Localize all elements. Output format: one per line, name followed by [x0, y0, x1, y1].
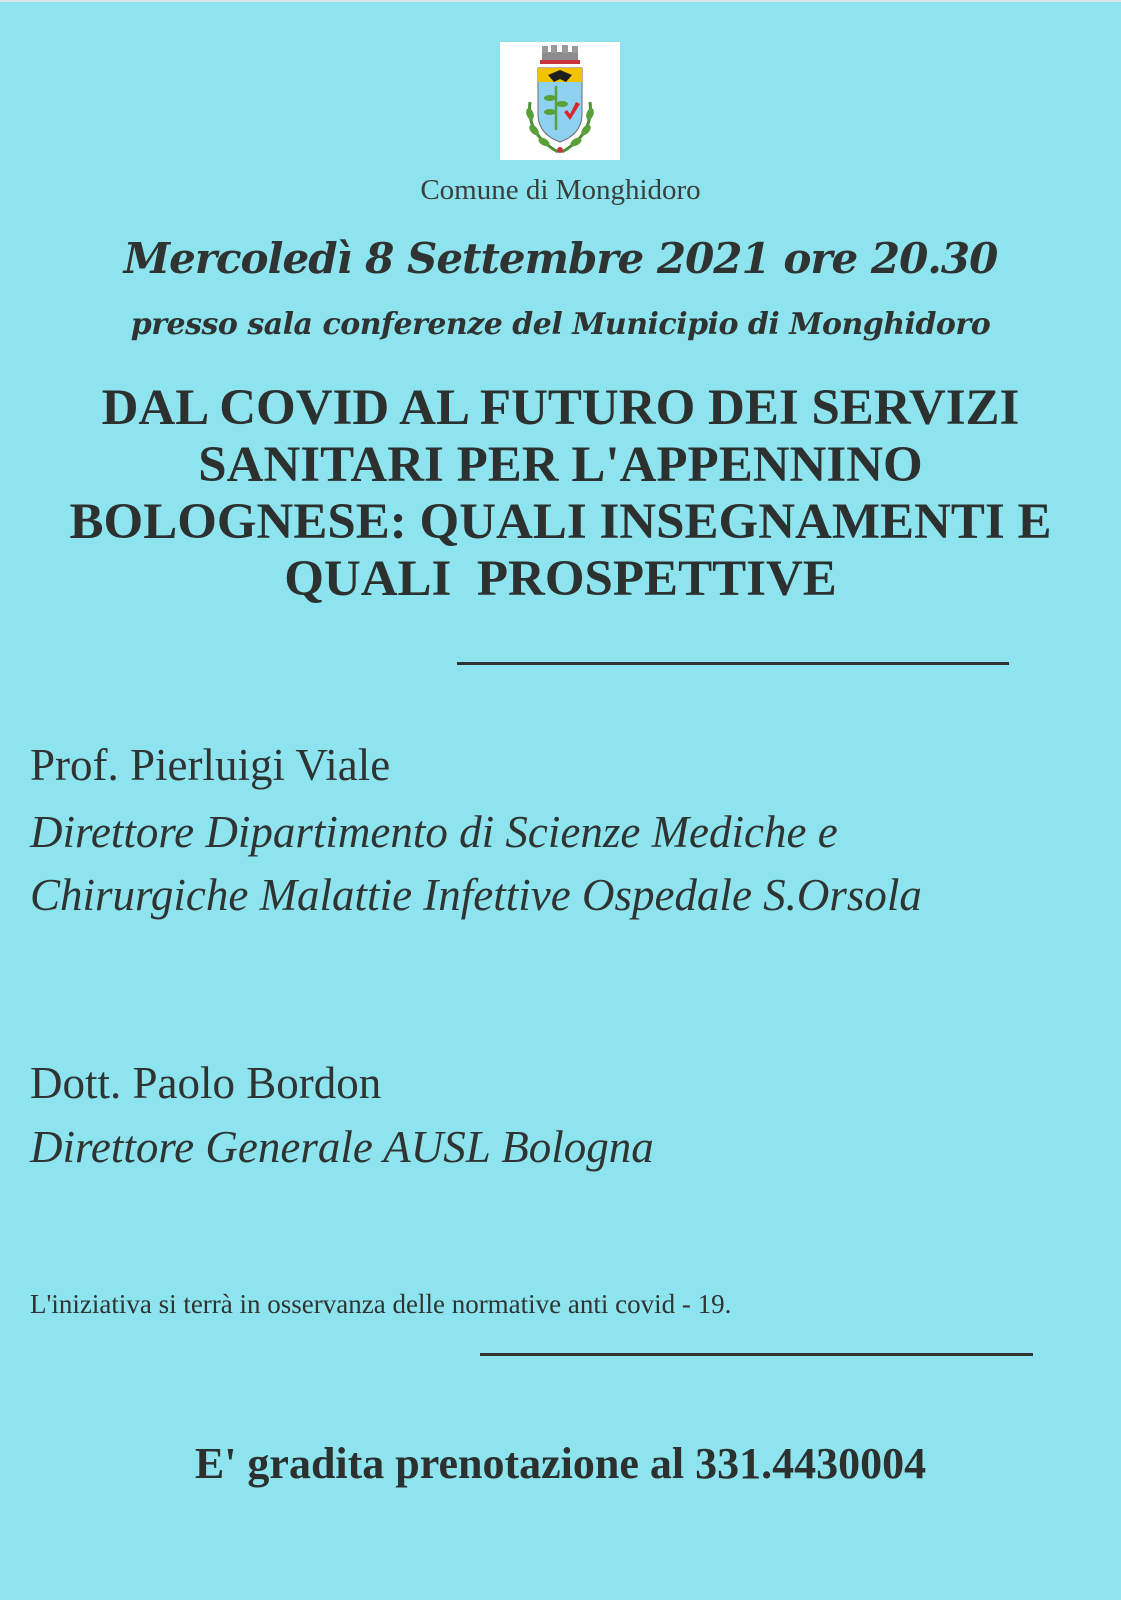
- covid-notice: L'iniziativa si terrà in osservanza delle normative anti covid - 19.: [30, 1289, 732, 1319]
- event-title-line: QUALI PROSPETTIVE: [284, 551, 837, 607]
- speaker-role-line: Direttore Dipartimento di Scienze Mediche e: [30, 807, 838, 857]
- speaker-name: Prof. Pierluigi Viale: [30, 740, 391, 790]
- event-title-line: DAL COVID AL FUTURO DEI SERVIZI: [101, 380, 1020, 436]
- divider: [457, 662, 1009, 665]
- municipal-crest-icon: [500, 42, 620, 160]
- speaker-role: [30, 1116, 654, 1179]
- municipality-name: Comune di Monghidoro: [420, 174, 701, 206]
- divider: [480, 1353, 1033, 1356]
- event-title: [40, 380, 1081, 608]
- event-title-line: SANITARI PER L'APPENNINO: [198, 437, 923, 493]
- coat-of-arms-icon: [500, 42, 620, 160]
- booking-phone: E' gradita prenotazione al 331.4430004: [194, 1439, 927, 1488]
- event-venue: presso sala conferenze del Municipio di Monghidoro: [130, 307, 991, 342]
- event-title-line: BOLOGNESE: QUALI INSEGNAMENTI E: [69, 494, 1052, 550]
- speaker-role-line: Direttore Generale AUSL Bologna: [30, 1122, 654, 1172]
- speaker-role-line: Chirurgiche Malattie Infettive Ospedale S.Orsola: [30, 870, 922, 920]
- speaker-role: [30, 801, 922, 927]
- speaker-name: Dott. Paolo Bordon: [30, 1058, 382, 1108]
- event-date-time: Mercoledì 8 Settembre 2021 ore 20.30: [123, 234, 998, 283]
